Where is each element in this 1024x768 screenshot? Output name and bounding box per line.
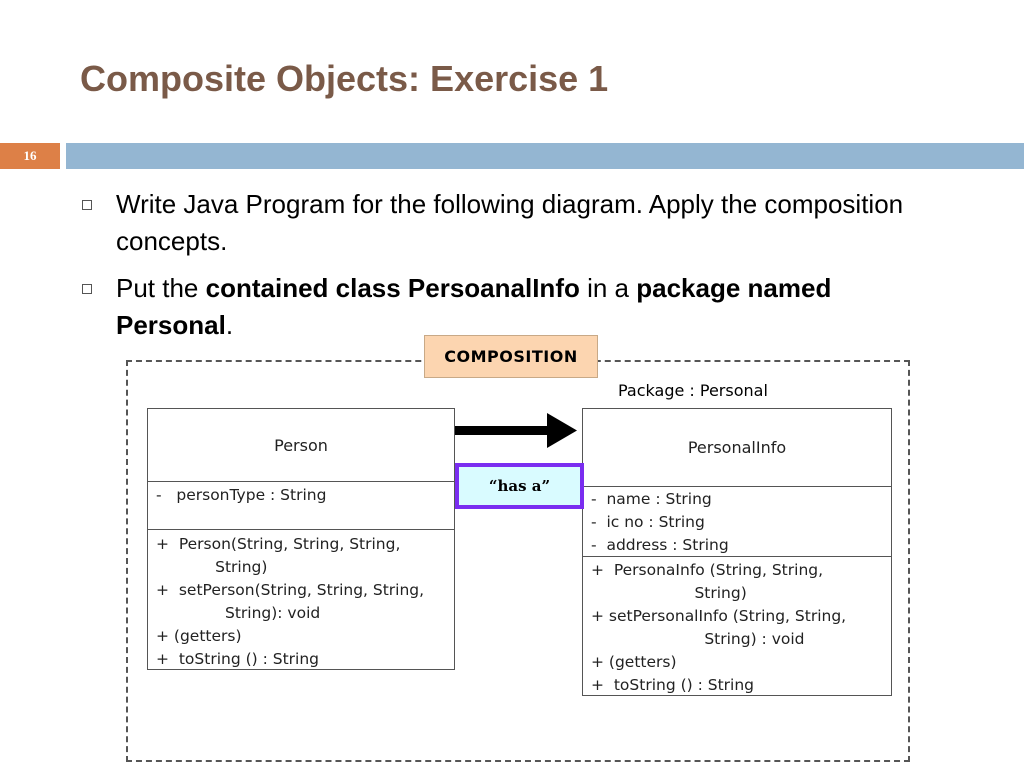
uml-member-line: + setPerson(String, String, String, [156, 581, 425, 599]
slide-title: Composite Objects: Exercise 1 [80, 58, 609, 99]
personalinfo-attributes [583, 487, 891, 557]
bullet-item [80, 186, 940, 260]
uml-member-line: + (getters) [591, 653, 677, 671]
uml-member-line: + toString () : String [156, 650, 320, 668]
bullet-item [80, 270, 940, 344]
has-a-label: “has a” [455, 463, 584, 509]
uml-member-line: String) : void [591, 630, 805, 648]
uml-member-line: + toString () : String [591, 676, 755, 694]
person-class-box [147, 408, 455, 670]
person-methods [148, 530, 454, 671]
uml-member-line: - name : String [591, 490, 712, 508]
uml-member-line: + PersonaInfo (String, String, [591, 561, 824, 579]
composition-arrow-icon [455, 410, 580, 452]
bullet-list [80, 186, 940, 354]
bullet-text-bold-segment: package named Personal [116, 273, 832, 340]
header-bar [66, 143, 1024, 169]
person-attributes [148, 482, 454, 530]
bullet-text-bold-segment: contained class PersoanalInfo [205, 273, 580, 303]
uml-member-line: + setPersonalInfo (String, String, [591, 607, 847, 625]
uml-member-line: - personType : String [156, 486, 327, 504]
square-bullet-icon [82, 200, 92, 210]
composition-label: COMPOSITION [424, 335, 598, 378]
uml-member-line: String): void [156, 604, 321, 622]
uml-member-line: - address : String [591, 536, 729, 554]
bullet-text-segment: in a [579, 273, 637, 303]
uml-member-line: String) [591, 584, 747, 602]
person-class-name: Person [148, 409, 454, 482]
bullet-text-segment: . [225, 310, 234, 340]
personalinfo-class-name: PersonalInfo [583, 409, 891, 487]
package-label: Package : Personal [618, 381, 768, 400]
uml-member-line: - ic no : String [591, 513, 705, 531]
bullet-text-segment: Put the [116, 273, 206, 303]
personalinfo-class-box [582, 408, 892, 696]
square-bullet-icon [82, 284, 92, 294]
uml-member-line: + Person(String, String, String, [156, 535, 401, 553]
personalinfo-methods [583, 557, 891, 697]
slide-number: 16 [0, 143, 60, 169]
uml-member-line: String) [156, 558, 268, 576]
bullet-text: Write Java Program for the following diagram. Apply the composition concepts. [116, 189, 904, 256]
uml-member-line: + (getters) [156, 627, 242, 645]
